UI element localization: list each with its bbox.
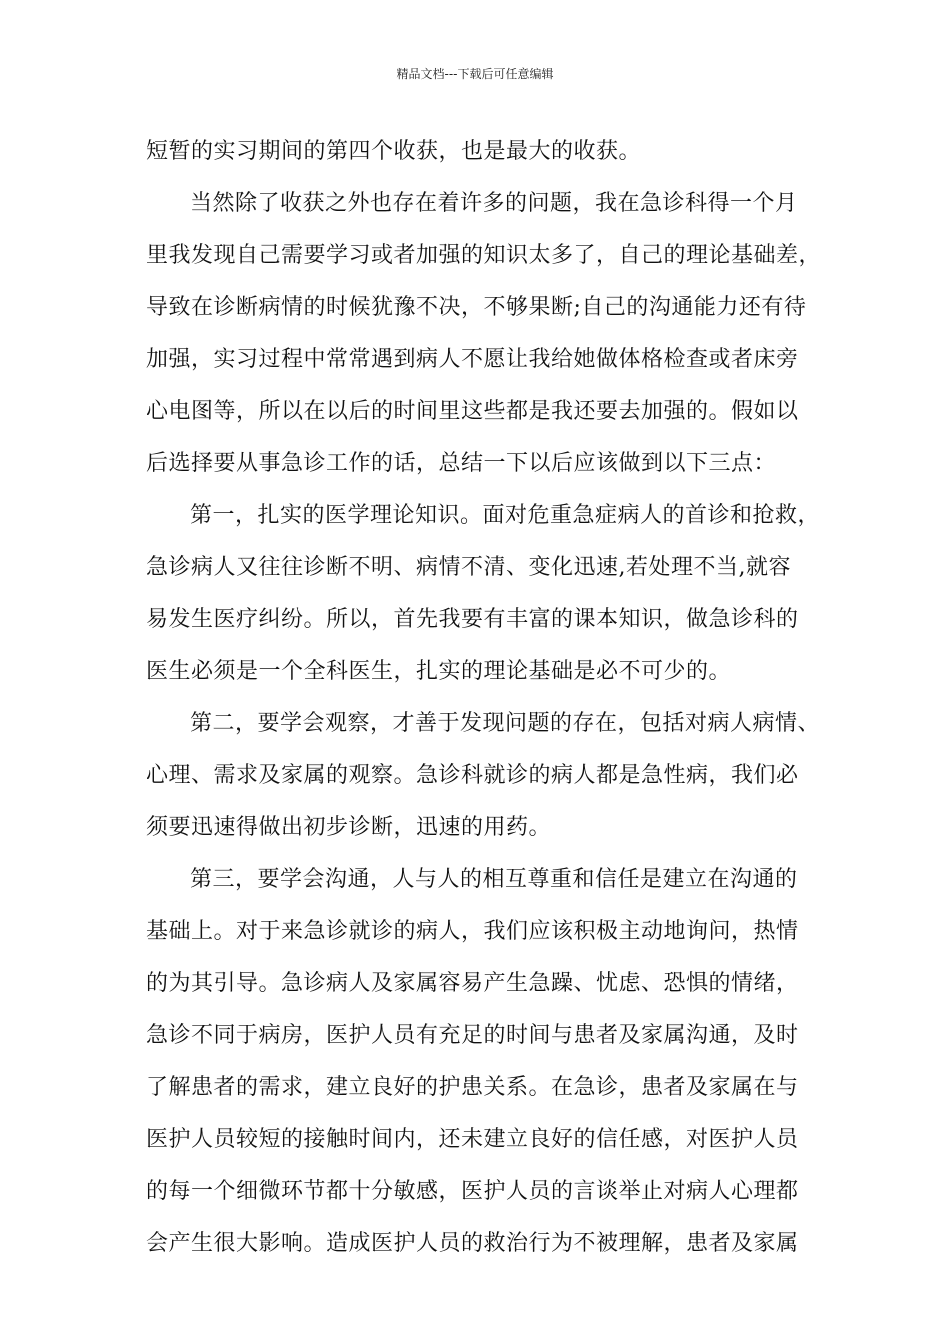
text-line: 心电图等，所以在以后的时间里这些都是我还要去加强的。假如以	[146, 399, 799, 424]
text-line: 第三，要学会沟通，人与人的相互尊重和信任是建立在沟通的	[190, 867, 798, 892]
text-line: 基础上。对于来急诊就诊的病人，我们应该积极主动地询问，热情	[146, 919, 799, 944]
text-line: 了解患者的需求，建立良好的护患关系。在急诊，患者及家属在与	[146, 1075, 799, 1100]
text-line: 医生必须是一个全科医生，扎实的理论基础是必不可少的。	[146, 659, 732, 684]
text-line: 的每一个细微环节都十分敏感，医护人员的言谈举止对病人心理都	[146, 1179, 799, 1204]
text-line: 后选择要从事急诊工作的话，总结一下以后应该做到以下三点：	[146, 451, 777, 476]
text-line: 里我发现自己需要学习或者加强的知识太多了，自己的理论基础差，	[146, 243, 822, 268]
text-line: 的为其引导。急诊病人及家属容易产生急躁、忧虑、恐惧的情绪，	[146, 971, 799, 996]
text-line: 易发生医疗纠纷。所以，首先我要有丰富的课本知识，做急诊科的	[146, 607, 799, 632]
text-line: 当然除了收获之外也存在着许多的问题，我在急诊科得一个月	[190, 191, 798, 216]
text-line: 心理、需求及家属的观察。急诊科就诊的病人都是急性病，我们必	[146, 763, 799, 788]
text-line: 会产生很大影响。造成医护人员的救治行为不被理解，患者及家属	[146, 1231, 799, 1256]
text-line: 第二，要学会观察，才善于发现问题的存在，包括对病人病情、	[190, 711, 821, 736]
text-line: 急诊不同于病房，医护人员有充足的时间与患者及家属沟通，及时	[146, 1023, 799, 1048]
text-line: 急诊病人又往往诊断不明、病情不清、变化迅速,若处理不当,就容	[146, 555, 791, 580]
text-line: 第一，扎实的医学理论知识。面对危重急症病人的首诊和抢救，	[190, 503, 821, 528]
text-line: 须要迅速得做出初步诊断，迅速的用药。	[146, 815, 552, 840]
text-line: 短暂的实习期间的第四个收获，也是最大的收获。	[146, 139, 642, 164]
page-header: 精品文档---下载后可任意编辑	[396, 67, 554, 81]
text-line: 医护人员较短的接触时间内，还未建立良好的信任感，对医护人员	[146, 1127, 799, 1152]
text-line: 导致在诊断病情的时候犹豫不决，不够果断;自己的沟通能力还有待	[146, 295, 807, 320]
text-line: 加强，实习过程中常常遇到病人不愿让我给她做体格检查或者床旁	[146, 347, 799, 372]
document-body	[146, 130, 826, 1274]
